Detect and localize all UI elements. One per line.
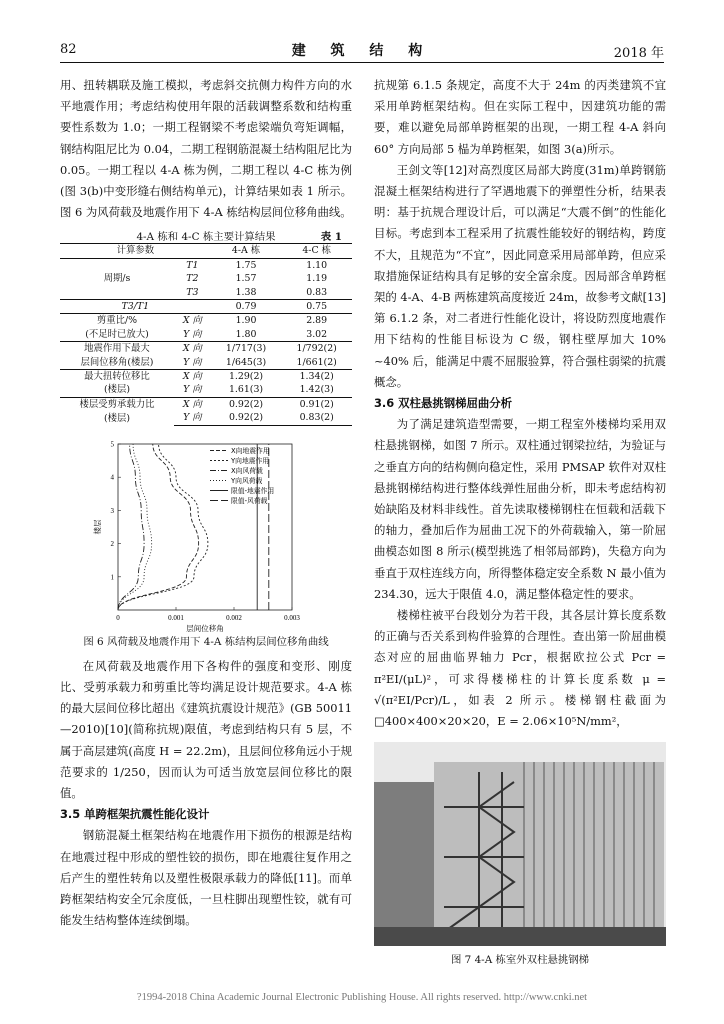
y-tick-label: 3 bbox=[110, 506, 114, 515]
journal-year: 2018 年 bbox=[613, 46, 664, 61]
header-param: 计算参数 bbox=[60, 244, 211, 258]
header-4a: 4-A 栋 bbox=[211, 244, 282, 258]
group-label-line1: 地震作用下最大 bbox=[84, 343, 150, 355]
cell: 2.89 bbox=[281, 314, 352, 328]
cell: 0.92(2) bbox=[211, 411, 282, 425]
series-line bbox=[118, 444, 152, 610]
ground-shadow bbox=[374, 927, 666, 946]
cell: 1/717(3) bbox=[211, 342, 282, 356]
cell: 3.02 bbox=[306, 328, 328, 340]
cell: X 向 bbox=[174, 397, 211, 411]
cell: X 向 bbox=[174, 314, 211, 328]
cell: 0.83(2) bbox=[281, 411, 352, 425]
header-4c: 4-C 栋 bbox=[281, 244, 352, 258]
group-label-line1: 剪重比/% bbox=[96, 315, 138, 327]
x-tick-label: 0.002 bbox=[226, 613, 242, 622]
series-line bbox=[118, 444, 144, 610]
y-tick-label: 2 bbox=[110, 539, 114, 548]
cell: 1.42(3) bbox=[299, 384, 334, 396]
table-row bbox=[60, 370, 352, 384]
cell: 0.79 bbox=[211, 300, 282, 314]
table-row bbox=[60, 258, 352, 272]
period-label: 周期/s bbox=[103, 273, 131, 285]
journal-title: 建 筑 结 构 bbox=[291, 43, 433, 59]
cell: 1/645(3) bbox=[225, 356, 267, 368]
cell: 1/661(2) bbox=[296, 356, 337, 368]
section-3-6-heading: 3.6 双柱悬挑钢梯屈曲分析 bbox=[374, 396, 513, 411]
legend-label: X向地震作用 bbox=[231, 446, 270, 455]
left-column bbox=[60, 75, 352, 931]
drift-chart bbox=[60, 434, 352, 634]
cell: X 向 bbox=[174, 342, 211, 356]
right-paragraph-1: 抗规第 6.1.5 条规定，高度不大于 24m 的丙类建筑不宜采用单跨框架结构。但在实际工程中，因建筑功能的需要，难以避免局部单跨框架的出现，一期工程 4-A 斜向 60° 方向局部 5 榀为单跨框架，如图 3(a)所示。 bbox=[374, 78, 666, 156]
cell: Y 向 bbox=[174, 411, 211, 425]
figure-6-caption: 图 6 风荷载及地震作用下 4-A 栋结构层间位移角曲线 bbox=[83, 635, 329, 648]
left-paragraph-1: 用、扭转耦联及施工模拟，考虑斜交抗侧力构件方向的水平地震作用；考虑结构使用年限的活载调整系数和结构重要性系数为 1.0；一期工程钢梁不考虑梁端负弯矩调幅，钢结构阻尼比为 0.04，二期工程钢筋混凝土结构阻尼比为 0.05。一期工程以 4-A 栋为例，二期工程以 4-C 栋为例(图 3(b)中变形缝右侧结构单元)，计算结果如表 1 所示。图 6 为风荷载及地震作用下 4-A 栋结构层间位移角曲线。 bbox=[60, 78, 352, 220]
cell: 1.34(2) bbox=[281, 370, 352, 384]
cell: T3/T1 bbox=[60, 300, 211, 314]
left-paragraph-3: 钢筋混凝土框架结构在地震作用下损伤的根源是结构在地震过程中形成的塑性铰的损伤，即在地震往复作用之后产生的塑性转角以及塑性极限承载力的降低[11]。而单跨框架结构安全冗余度低，一旦柱脚出现塑性铰，就有可能发生结构整体连续倒塌。 bbox=[60, 828, 352, 928]
cell: 1.57 bbox=[235, 273, 257, 285]
figure-7-photo bbox=[374, 742, 666, 946]
group-label-line1: 楼层受剪承载力比 bbox=[79, 399, 155, 411]
cell: 0.91(2) bbox=[281, 397, 352, 411]
cell: 0.92(2) bbox=[211, 397, 282, 411]
group-label-line2: (楼层) bbox=[103, 412, 131, 424]
legend-label: X向风荷载 bbox=[231, 466, 263, 475]
figure-7-caption: 图 7 4-A 栋室外双柱悬挑钢梯 bbox=[450, 954, 590, 967]
series-line bbox=[118, 444, 199, 610]
cell: X 向 bbox=[174, 370, 211, 384]
x-tick-label: 0.003 bbox=[284, 613, 300, 622]
x-axis-label: 层间位移角 bbox=[186, 623, 224, 633]
header-rule bbox=[60, 62, 664, 63]
legend-label: 限值-风荷载 bbox=[231, 496, 268, 505]
page-number: 82 bbox=[60, 42, 77, 57]
table-1-title bbox=[60, 227, 352, 243]
section-3-5-heading: 3.5 单跨框架抗震性能化设计 bbox=[60, 807, 210, 822]
cell: 1.10 bbox=[306, 259, 328, 271]
right-paragraph-4: 楼梯柱被平台段划分为若干段，其各层计算长度系数的正确与否关系到构件验算的合理性。查出第一阶屈曲模态对应的屈曲临界轴力 Pcr，根据欧拉公式 Pcr = π²EI/(μL)²，可求得楼梯柱的计算长度系数 μ = √(π²EI/Pcr)/L，如表 2 所示。楼梯钢柱截面为□400×400×20×20，E = 2.06×10⁵N/mm²， bbox=[374, 608, 666, 729]
group-label bbox=[60, 314, 174, 342]
cell: 1.61(3) bbox=[228, 384, 264, 396]
x-tick-label: 0.001 bbox=[168, 613, 184, 622]
legend-label: Y向地震作用 bbox=[231, 456, 270, 465]
figure-6 bbox=[60, 434, 352, 634]
right-paragraph-3: 为了满足建筑造型需要，一期工程室外楼梯均采用双柱悬挑钢梯，如图 7 所示。双柱通过钢梁拉结，为验证与之垂直方向的结构侧向稳定性，采用 PMSAP 软件对双柱悬挑钢梯结构进行整体线弹性屈曲分析，即未考虑结构初始缺陷及材料非线性。首先读取楼梯钢柱在恒载和活载下的轴力，叠加后作为屈曲工况下的外荷载输入，第一阶屈曲模态如图 8 所示(模型挑选了相邻局部跨)，失稳方向为垂直于双柱连线方向，所得整体稳定安全系数 N 最小值为 234.30，远大于限值 4.0，满足整体稳定性的要求。 bbox=[374, 417, 666, 601]
cell: 1/792(2) bbox=[281, 342, 352, 356]
y-tick-label: 5 bbox=[110, 440, 114, 449]
table-row bbox=[60, 314, 352, 328]
group-label bbox=[60, 342, 174, 370]
cell: Y 向 bbox=[183, 328, 202, 340]
cell: T2 bbox=[186, 273, 199, 285]
cell: T3 bbox=[186, 286, 199, 298]
cell: 1.80 bbox=[235, 328, 257, 340]
legend-label: 限值-地震作用 bbox=[231, 486, 275, 495]
group-label bbox=[60, 370, 174, 398]
y-axis-label: 楼层 bbox=[93, 519, 102, 535]
page-header bbox=[60, 40, 664, 62]
cell: 1.38 bbox=[235, 286, 257, 298]
left-paragraph-2: 在风荷载及地震作用下各构件的强度和变形、刚度比、受剪承载力和剪重比等均满足设计规范要求。4-A 栋的最大层间位移比超出《建筑抗震设计规范》(GB 50011—2010)[10](简称抗规)限值，考虑到结构只有 5 层，不属于高层建筑(高度 H = 22.2m)，且层间位移角远小于规范要求的 1/250，因而认为可适当放宽层间位移比的限值。 bbox=[60, 658, 352, 800]
y-tick-label: 1 bbox=[110, 573, 114, 582]
right-paragraph-2: 王剑文等[12]对高烈度区局部大跨度(31m)单跨钢筋混凝土框架结构进行了罕遇地震下的弹塑性分析，结果表明：基于抗规合理设计后，可以满足“大震不倒”的性能化目标。考虑到本工程采用了抗震性能较好的钢结构，跨度不大，且规范为“不宜”，因此同意采用局部单跨，但应采取措施保证结构具有足够的安全富余度。因局部含单跨框架的 4-A、4-B 两栋建筑高度接近 24m，故参考文献[13]第 6.1.2 条，对二者进行性能化设计，将设防烈度地震作用下结构的性能目标设为 C 级，钢柱壁厚加大 10% ~40% 后，能满足中震不屈服验算，符合强柱弱梁的抗震概念。 bbox=[374, 162, 666, 389]
stair-photo bbox=[374, 742, 666, 946]
cell: 1.19 bbox=[306, 273, 328, 285]
group-label bbox=[60, 397, 174, 425]
table-row bbox=[60, 397, 352, 411]
x-tick-label: 0 bbox=[116, 613, 120, 622]
cell: 1.90 bbox=[211, 314, 282, 328]
table-label: 表 1 bbox=[320, 231, 342, 244]
building-facade bbox=[434, 762, 664, 946]
cell: 1.29(2) bbox=[211, 370, 282, 384]
group-label-line1: 最大扭转位移比 bbox=[84, 371, 150, 383]
cell: T1 bbox=[186, 259, 199, 271]
legend-label: Y向风荷载 bbox=[231, 476, 263, 485]
tree-mass bbox=[374, 782, 444, 946]
group-label-line2: (楼层) bbox=[103, 384, 131, 396]
group-label-line2: (不足时已放大) bbox=[85, 328, 149, 340]
table-row bbox=[60, 342, 352, 356]
results-table bbox=[60, 243, 352, 425]
cell: Y 向 bbox=[183, 384, 202, 396]
copyright-footer: ?1994-2018 China Academic Journal Electronic Publishing House. All rights reserved. http://www.cnki.net bbox=[136, 992, 588, 1003]
right-column bbox=[374, 75, 666, 968]
cell: 0.75 bbox=[281, 300, 352, 314]
cell: Y 向 bbox=[183, 356, 202, 368]
group-label-line2: 层间位移角(楼层) bbox=[80, 356, 154, 368]
y-tick-label: 4 bbox=[110, 473, 114, 482]
cell: 0.83 bbox=[306, 286, 328, 298]
chart-legend bbox=[210, 446, 274, 505]
table-row bbox=[60, 300, 352, 314]
cell: 1.75 bbox=[235, 259, 257, 271]
plot-frame bbox=[118, 444, 292, 610]
table-title-text: 4-A 栋和 4-C 栋主要计算结果 bbox=[136, 231, 276, 244]
